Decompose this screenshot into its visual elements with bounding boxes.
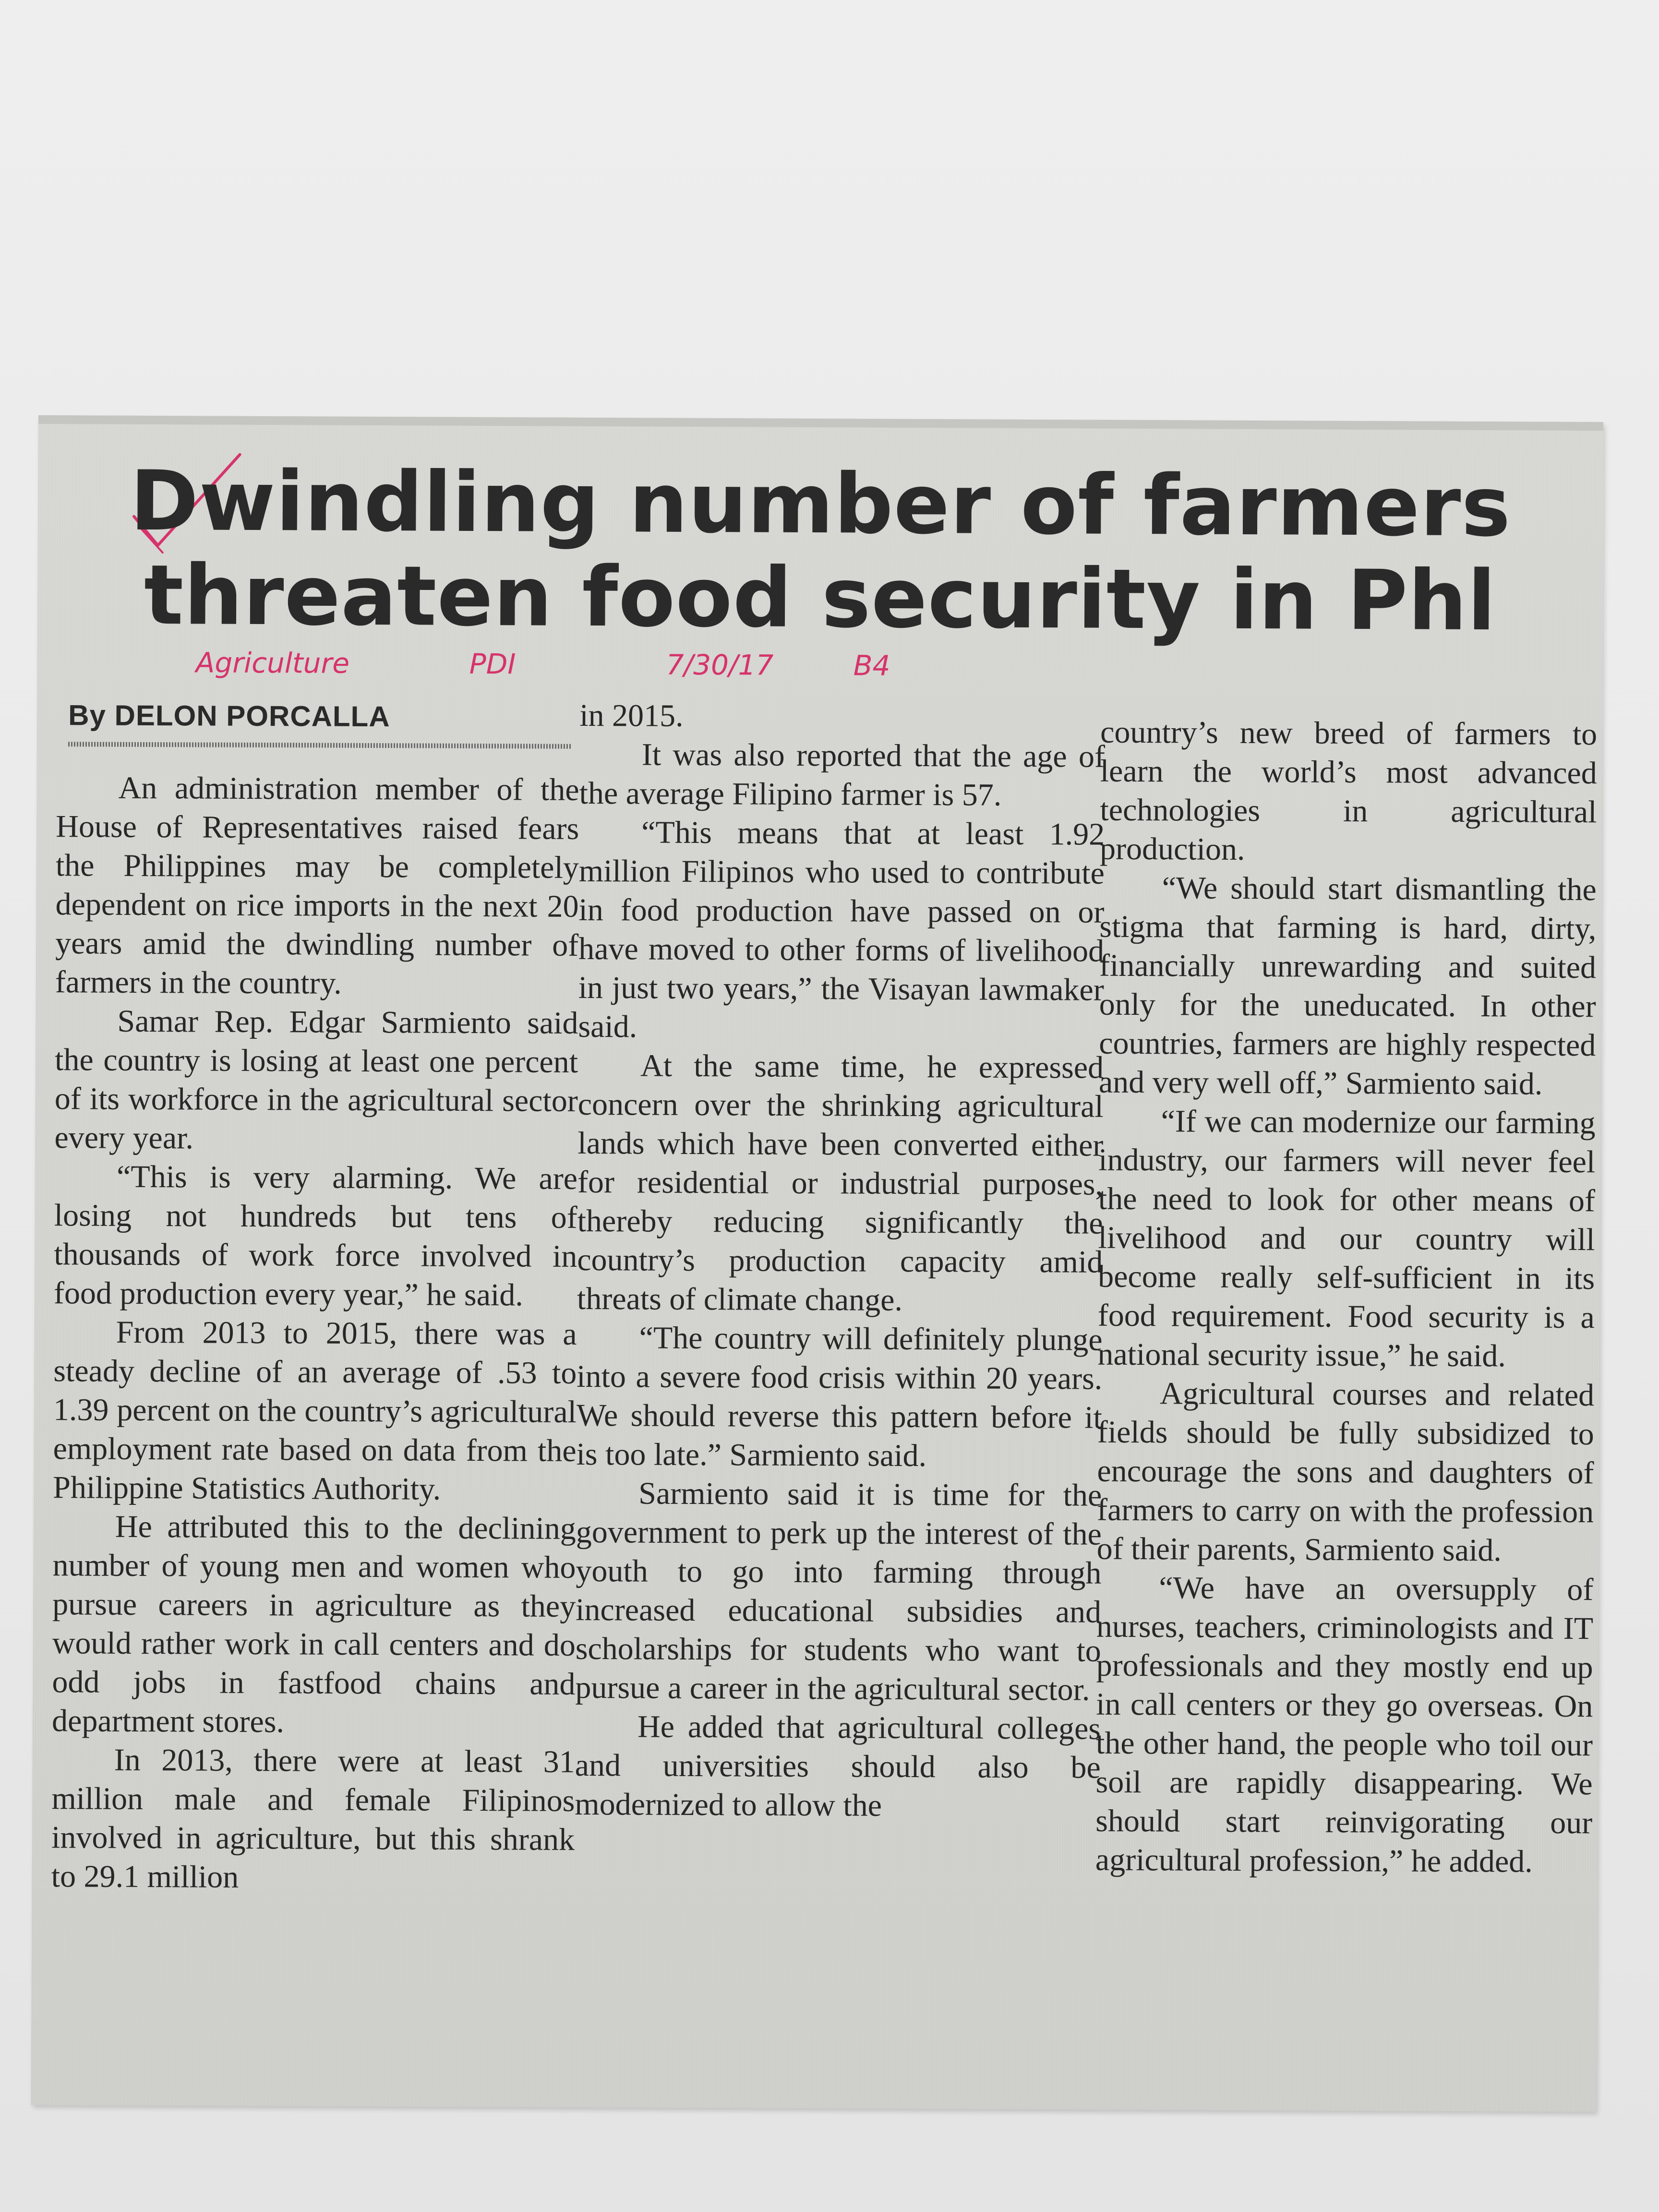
article-column-1 [51,768,579,1898]
article-column-3 [1095,713,1598,1881]
headline-line-2: threaten food security in Phl [144,546,1497,649]
byline-divider [68,742,572,749]
article-column-2 [575,696,1105,1826]
paragraph: An administration member of the House of Representatives raised fears the Philippines may be completely dependent on rice imports in the next 20 years amid the dwindling number of farmers in the country. [55,770,579,1001]
paragraph: “The country will definitely plunge into a severe food crisis within 20 years. We should reverse this pattern before it is too late.” Sarmiento said. [576,1320,1103,1474]
paragraph: It was also reported that the age of the average Filipino farmer is 57. [579,737,1106,813]
paragraph: He attributed this to the declining number of young men and women who pursue careers in agriculture as they would rather work in call centers and do odd jobs in fastfood chains and department stores. [51,1509,577,1740]
newspaper-clipping [31,415,1603,2112]
paragraph: Sarmiento said it is time for the government to perk up the interest of the youth to go into farming through increased educational subsidies and scholarships for students who want to pursue a career in the agricultural sector. [575,1476,1102,1707]
paragraph-continued: country’s new breed of farmers to learn the world’s most advanced technologies in agricultural production. [1099,714,1598,867]
annotation-category: Agriculture [195,646,350,680]
paragraph: He added that agricultural colleges and universities should also be modernized to allow the [575,1709,1101,1823]
paragraph: Agricultural courses and related fields should be fully subsidized to encourage the sons and daughters of farmers to carry on with the profession of their parents, Sarmiento said. [1096,1376,1595,1568]
paragraph: At the same time, he expressed concern over the shrinking agricultural lands which have been converted either for residential or industrial purposes, thereby reducing significantly the country’s production capacity amid threats of climate change. [577,1048,1104,1318]
paragraph: “This means that at least 1.92 million Filipinos who used to contribute in food production have passed on or have moved to other forms of livelihood in just two years,” the Visayan lawmaker said. [578,815,1105,1045]
paragraph: “We should start dismantling the stigma that farming is hard, dirty, financially unrewarding and suited only for the uneducated. In other countries, farmers are highly respected and very well off,” Sarmiento said. [1098,870,1597,1102]
paragraph: In 2013, there were at least 31 million male and female Filipinos involved in agriculture, but this shrank to 29.1 million [51,1742,575,1895]
annotation-date: 7/30/17 [666,648,774,682]
paragraph: “If we can modernize our farming industry, our farmers will never feel the need to look for other means of livelihood and our country will become really self-sufficient in its food requirement. Food security is a national security issue,” he said. [1097,1104,1596,1374]
headline [37,454,1603,649]
paragraph: “We have an oversupply of nurses, teachers, criminologists and IT professionals and they mostly end up in call centers or they go overseas. On the other hand, the people who toil our soil are rapidly disappearing. We should start reinvigorating our agricultural profession,” he added. [1095,1570,1594,1879]
headline-line-1: Dwindling number of farmers [130,452,1512,555]
paragraph: “This is very alarming. We are losing not hundreds but tens of thousands of work force involved in food production every year,” he said. [53,1159,578,1313]
annotation-source: PDI [469,647,516,681]
paragraph: From 2013 to 2015, there was a steady decline of an average of .53 to 1.39 percent on the country’s agricultural employment rate based on data from the Philippine Statistics Authority. [53,1314,577,1507]
paragraph-continued: in 2015. [579,697,684,733]
annotation-page: B4 [853,649,890,682]
paragraph: Samar Rep. Edgar Sarmiento said the country is losing at least one percent of its workforce in the agricultural sector every year. [54,1003,578,1156]
previous-article-strip [38,415,1603,431]
byline: By DELON PORCALLA [68,699,390,733]
